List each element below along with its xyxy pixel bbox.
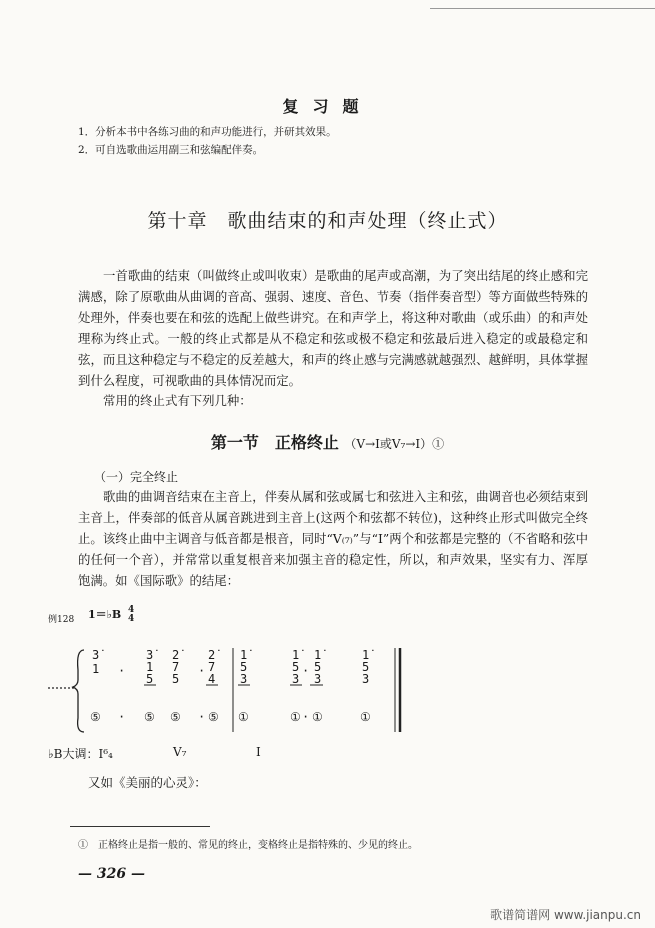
subsection-paragraph: 歌曲的曲调音结束在主音上，伴奏从属和弦或属七和弦进入主和弦，曲调音也必须结束到主音上，伴奏部的低音从属音跳进到主音上(这两个和弦都不转位)，这种终止形式叫做完全终止。该终止曲中主调音与低音都是根音，同时“V₍₇₎”与“Ⅰ”两个和弦都是完整的（不省略和弦中的任何一个音），并常常以重复根音来加强主音的稳定性，所以，和声效果，坚实有力、浑厚饱满。如《国际歌》的结尾： (78, 489, 588, 588)
subsection-title: （一）完全终止 (94, 470, 179, 484)
note: 3̇ (146, 648, 154, 662)
example-label: 例128 (48, 615, 75, 625)
note: · (118, 710, 126, 724)
note: 5 (292, 660, 300, 674)
page-number: — 326 — (78, 866, 145, 882)
bass-note: ⑤ (144, 710, 155, 724)
note: 7 (208, 660, 216, 674)
bass-note: ① (312, 710, 323, 724)
time-bottom: 4 (127, 614, 135, 624)
time-signature (128, 606, 134, 624)
note: · (118, 664, 126, 678)
bass-note: ⑤ (90, 710, 101, 724)
note: 5 (172, 672, 180, 686)
score-lines (48, 640, 408, 740)
bass-note: ① (238, 710, 249, 724)
note: 4 (208, 672, 216, 686)
note: · (302, 664, 310, 678)
bass-note: ① (290, 710, 301, 724)
intro-paragraph: 常用的终止式有下列几种： (103, 393, 252, 408)
note: 3 (314, 672, 322, 686)
note: 1̇ (240, 648, 248, 662)
note: 2̇ (172, 648, 180, 662)
chord-key: ♭B大调：Ⅰ⁶₄ (48, 747, 113, 761)
bass-note: ① (360, 710, 371, 724)
bass-note: ⑤ (208, 710, 219, 724)
note: 1̇ (292, 648, 300, 662)
note: 5 (314, 660, 322, 674)
chord-i: Ⅰ (256, 745, 261, 759)
review-title: 复习题 (282, 97, 373, 116)
top-rule (430, 8, 655, 9)
note: 1̇ (362, 648, 370, 662)
review-item: 2．可自选歌曲运用副三和弦编配伴奏。 (78, 144, 264, 156)
note: 5 (240, 660, 248, 674)
time-top: 4 (127, 605, 135, 615)
note: 5 (146, 672, 154, 686)
review-item: 1．分析本书中各练习曲的和声功能进行，并研其效果。 (78, 126, 337, 138)
section-title (0, 430, 655, 453)
also-example: 又如《美丽的心灵》： (88, 775, 207, 790)
note: 7 (172, 660, 180, 674)
key-signature: 1＝♭B (88, 608, 122, 621)
watermark: 歌谱简谱网 www.jianpu.cn (490, 908, 641, 922)
chord-v7: V₇ (173, 745, 187, 759)
section-name: 第一节 正格终止 (210, 433, 339, 452)
chord-analysis (48, 745, 261, 762)
note: · (302, 710, 310, 724)
note: 3 (240, 672, 248, 686)
chapter-title: 第十章 歌曲结束的和声处理（终止式） (147, 210, 508, 232)
note: 1̇ (314, 648, 322, 662)
intro-paragraph: 一首歌曲的结束（叫做终止或叫收束）是歌曲的尾声或高潮，为了突出结尾的终止感和完满感，除了原歌曲从曲调的音高、强弱、速度、音色、节奏（指伴奏音型）等方面做些特殊的处理外，伴奏也要在和弦的选配上做些讲究。在和声学上，将这种对歌曲（或乐曲）的和声处理称为终止式。一般的终止式都是从不稳定和弦或极不稳定和弦最后进入稳定的或最稳定和弦，而且这种稳定与不稳定的反差越大，和声的终止感与完满感就越强烈、越鲜明，具体掌握到什么程度，可视歌曲的具体情况而定。 (78, 268, 588, 388)
score-excerpt (48, 640, 408, 740)
bass-note: ⑤ (170, 710, 181, 724)
note: 3̇ (92, 648, 100, 662)
section-formula: （V→Ⅰ或V₇→Ⅰ）① (344, 437, 445, 451)
note: · (198, 710, 206, 724)
note: 3 (362, 672, 370, 686)
footnote: ① 正格终止是指一般的、常见的终止，变格终止是指特殊的、少见的终止。 (78, 840, 418, 851)
note: 1 (146, 660, 154, 674)
note: 5 (362, 660, 370, 674)
note: 1 (92, 662, 100, 676)
example-key (88, 606, 134, 624)
note: 3 (292, 672, 300, 686)
note: 2̇ (208, 648, 216, 662)
footnote-rule (70, 826, 210, 827)
note: · (198, 664, 206, 678)
